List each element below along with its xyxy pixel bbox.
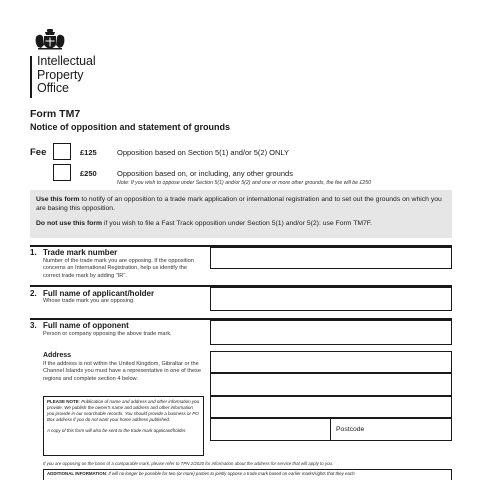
section-number: 2.	[30, 289, 37, 298]
postcode-label: Postcode	[336, 426, 365, 433]
fee-250-checkbox[interactable]	[53, 164, 71, 181]
please-note-box	[43, 396, 204, 456]
section-help: Whose trade mark you are opposing.	[43, 298, 135, 304]
fee-125-checkbox[interactable]	[53, 143, 71, 160]
logo-bar	[30, 56, 32, 98]
address-line-4-field[interactable]	[210, 418, 331, 441]
section-number: 3.	[30, 321, 37, 330]
additional-info-bold: ADDITIONAL INFORMATION	[47, 471, 106, 476]
usage-info-box	[30, 190, 452, 238]
section-number: 1.	[30, 248, 37, 257]
do-not-use-desc: if you wish to file a Fast Track opposition under Section 5(1) and/or 5(2): use Form TM7F.	[102, 220, 373, 227]
address-line-1-field[interactable]	[210, 351, 452, 373]
address-help: If the address is not within the United Kingdom, Gibraltar or the Channel Islands you must have a representative in one of these regions and complete section 4 below.	[43, 361, 201, 382]
additional-info-box	[43, 469, 452, 480]
section-title: Full name of opponent	[43, 321, 129, 330]
section-help: Number of the trade mark you are opposing. If the opposition concerns an International Registration, help us identify the correct trade mark by adding "IR".	[43, 258, 194, 279]
please-note-desc: : Publication of name and address and other information you provide. We publish the owner's name and address and other information you provide in our searchable records. You should provide a business or PO Box address if you do not want your home address published.	[47, 399, 200, 422]
applicant-name-field[interactable]	[210, 287, 452, 311]
trade-mark-number-field[interactable]	[210, 247, 452, 269]
fee-250-amount: £250	[80, 169, 97, 178]
logo-line: Intellectual	[37, 54, 96, 68]
use-form-text	[36, 195, 446, 213]
ipo-logo	[30, 28, 150, 50]
form-subtitle: Notice of opposition and statement of grounds	[30, 122, 230, 132]
copy-note-text: A copy of this form will also be sent to the trade mark applicant/holder.	[47, 428, 187, 433]
use-form-bold: Use this form	[36, 196, 80, 203]
do-not-use-text	[36, 219, 446, 228]
address-title: Address	[43, 352, 72, 359]
comparable-mark-note: If you are opposing on the basis of a comparable mark, please refer to TPN 2/2020 for information about the address for service that will apply to you.	[43, 461, 334, 466]
logo-line: Property	[37, 67, 84, 82]
fee-note: Note: If you wish to oppose under Section 5(1) and/or 5(2) and one or more other grounds, the fee will be £250	[117, 180, 372, 186]
address-line-3-field[interactable]	[210, 396, 452, 418]
opponent-name-field[interactable]	[210, 320, 452, 345]
logo-wordmark	[37, 55, 96, 96]
please-note-bold: PLEASE NOTE	[47, 399, 79, 404]
address-line-2-field[interactable]	[210, 373, 452, 396]
additional-info-text: : If will no longer be possible for two (or more) parties to jointly oppose a trade mark based on earlier marks/rights that they each	[105, 471, 355, 476]
fee-125-description: Opposition based on Section 5(1) and/or 5(2) ONLY	[117, 148, 290, 157]
section-help: Person or company opposing the above trade mark.	[43, 331, 172, 337]
section-title: Trade mark number	[43, 248, 118, 257]
do-not-use-bold: Do not use this form	[36, 220, 103, 227]
use-form-desc: to notify of an opposition to a trade mark application or international registration and to set out the grounds on which you are basing this opposition.	[36, 196, 442, 212]
form-title: Form TM7	[30, 108, 81, 120]
logo-line: Office	[37, 81, 69, 96]
section-title: Full name of applicant/holder	[43, 289, 155, 298]
fee-label: Fee	[30, 147, 47, 158]
please-note-text	[47, 399, 200, 423]
royal-coat-of-arms-icon	[32, 28, 68, 50]
fee-250-description: Opposition based on, or including, any other grounds	[117, 169, 293, 178]
fee-125-amount: £125	[80, 148, 97, 157]
